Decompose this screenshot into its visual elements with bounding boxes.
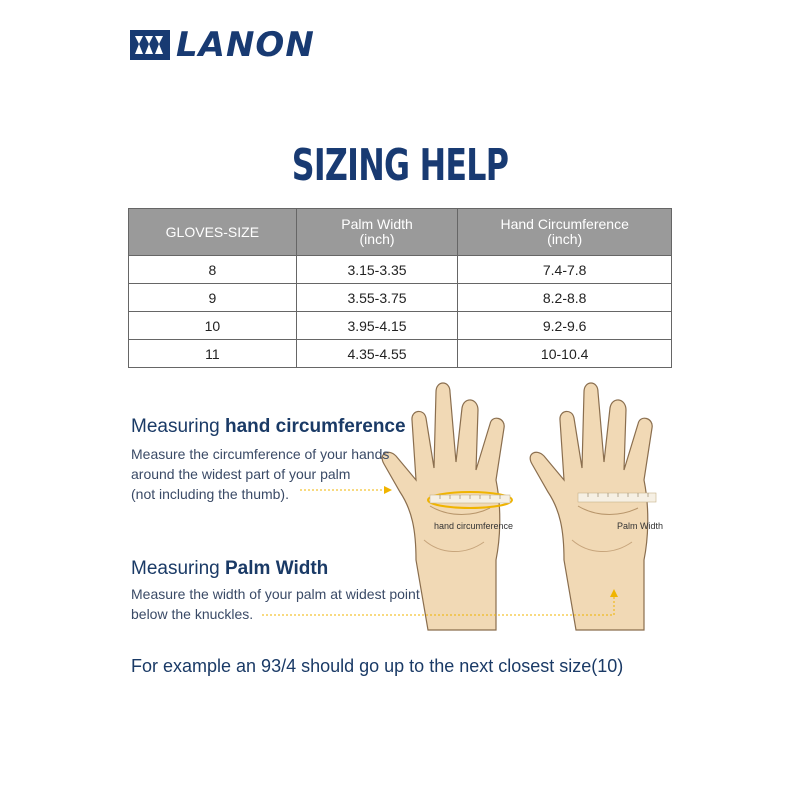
header-unit: (inch) [359,231,395,247]
heading-normal: Measuring [131,416,225,437]
header-line: Hand Circumference [500,216,629,232]
heading-normal: Measuring [131,558,225,579]
circumference-label: hand circumference [434,521,514,531]
circumference-heading [131,416,406,438]
header-unit: (inch) [547,231,583,247]
palm-width-heading [131,558,328,580]
instruction-line: Measure the circumference of your hands [131,446,390,462]
right-hand-icon [530,383,652,630]
palm-width-label: Palm Width [617,521,664,531]
palm-width-cell: 3.55-3.75 [296,284,458,312]
palm-width-cell: 4.35-4.55 [296,340,458,368]
instruction-line: Measure the width of your palm at widest point [131,586,420,602]
page-title: SIZING HELP [291,140,509,191]
size-cell: 10 [129,312,297,340]
palm-width-cell: 3.15-3.35 [296,256,458,284]
circumference-cell: 10-10.4 [458,340,672,368]
header-line: GLOVES-SIZE [165,223,260,240]
heading-bold: hand circumference [225,416,406,437]
size-cell: 8 [129,256,297,284]
circumference-instructions [131,444,389,504]
example-note: For example an 93/4 should go up to the next closest size(10) [131,656,624,676]
circumference-cell: 7.4-7.8 [458,256,672,284]
palm-width-instructions [131,584,420,624]
instruction-line: below the knuckles. [131,606,254,622]
palm-width-ruler [578,493,656,502]
heading-bold: Palm Width [225,558,329,579]
circumference-cell: 8.2-8.8 [458,284,672,312]
instruction-line: around the widest part of your palm [131,466,351,482]
logo-text: LANON [176,25,315,65]
palm-width-cell: 3.95-4.15 [296,312,458,340]
size-cell: 9 [129,284,297,312]
instruction-line: (not including the thumb). [131,486,289,502]
circumference-cell: 9.2-9.6 [458,312,672,340]
header-line: Palm Width [341,216,413,232]
size-cell: 11 [129,340,297,368]
